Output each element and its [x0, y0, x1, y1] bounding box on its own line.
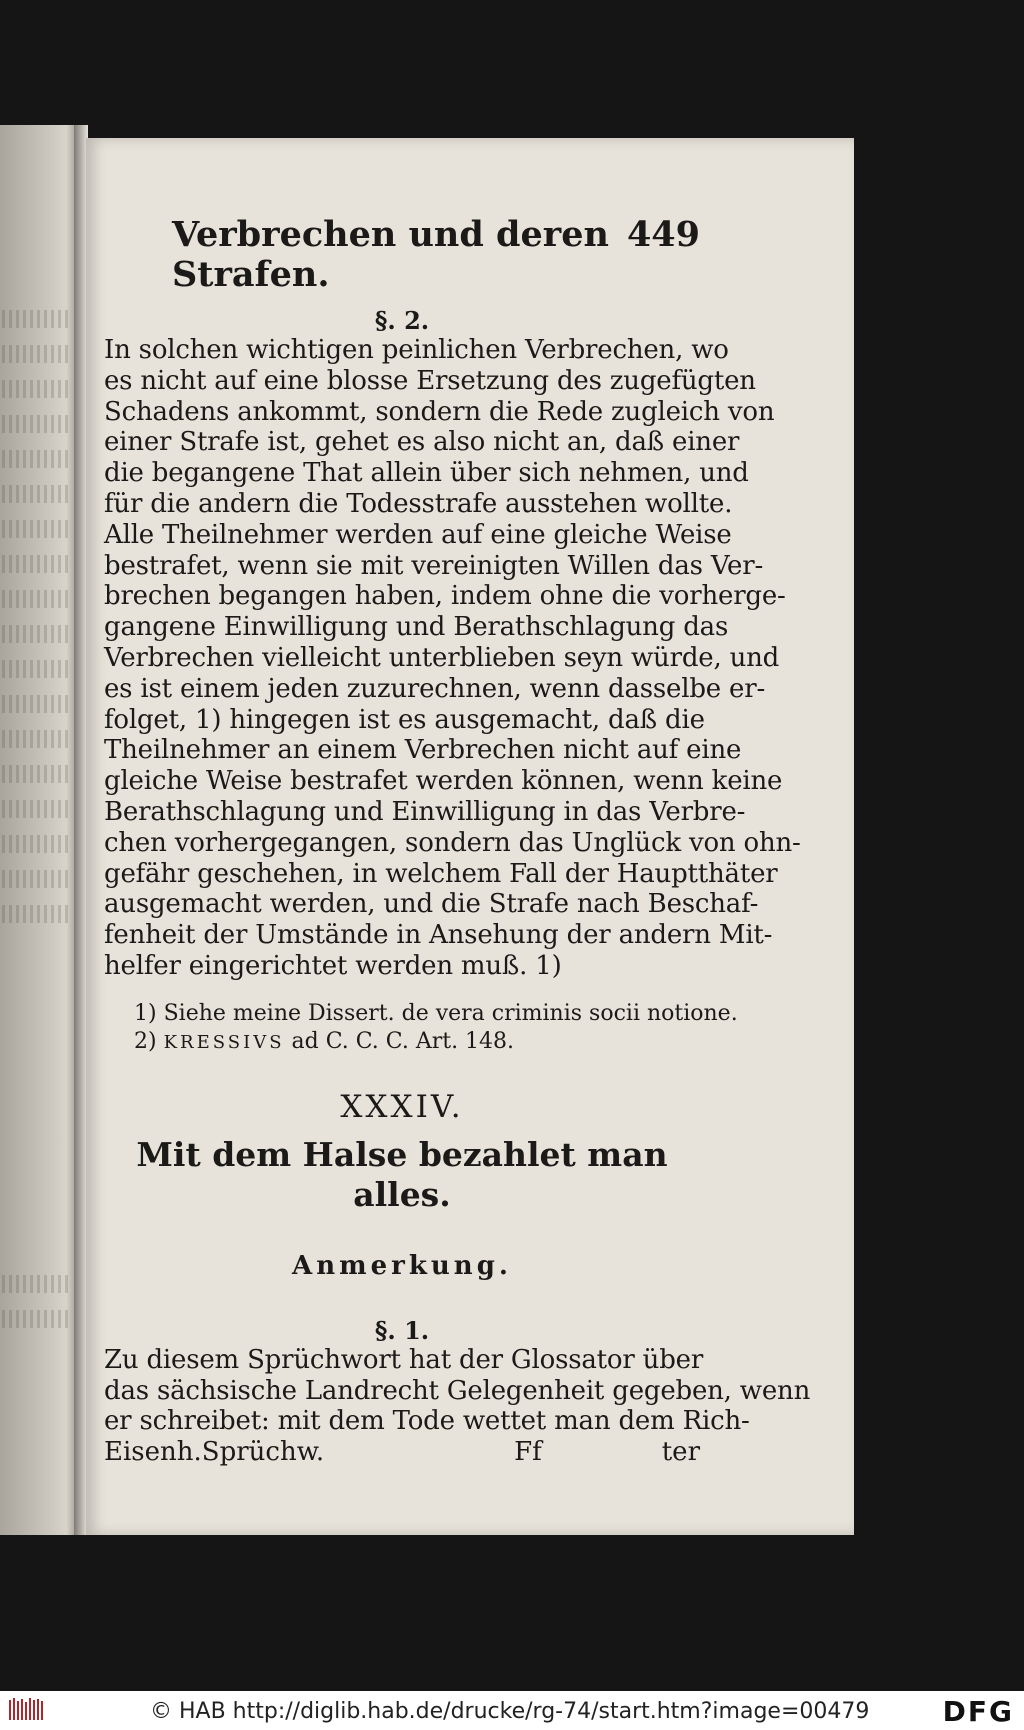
text-line: Schadens ankommt, sondern die Rede zugleich von: [104, 396, 775, 427]
text-line: Berathschlagung und Einwilligung in das Verbre-: [104, 796, 746, 827]
signature-mark: Ff: [514, 1437, 542, 1468]
annotation-heading: Anmerkung.: [292, 1250, 512, 1281]
running-head: [172, 215, 700, 295]
text-line: chen vorhergegangen, sondern das Unglück von ohn-: [104, 827, 801, 858]
ghost-text-line: [2, 835, 68, 853]
main-paragraph: [104, 335, 801, 982]
page-content: [104, 214, 811, 1468]
text-line: es ist einem jeden zuzurechnen, wenn dasselbe er-: [104, 673, 766, 704]
text-line: gleiche Weise bestrafet werden können, wenn keine: [104, 766, 783, 797]
text-line: folget, 1) hingegen ist es ausgemacht, daß die: [104, 704, 705, 735]
ghost-text-line: [2, 730, 68, 748]
text-line: Verbrechen vielleicht unterblieben seyn würde, und: [104, 642, 780, 673]
signature-title: Eisenh.Sprüchw.: [104, 1437, 325, 1468]
second-paragraph: [104, 1344, 811, 1437]
text-line: es nicht auf eine blosse Ersetzung des zugefügten: [104, 365, 756, 396]
footnotes: [134, 1000, 738, 1057]
chapter-title: Mit dem Halse bezahlet man alles.: [136, 1134, 668, 1214]
text-line: brechen begangen haben, indem ohne die vorherge-: [104, 581, 786, 612]
text-line: ausgemacht werden, und die Strafe nach Beschaf-: [104, 889, 759, 920]
text-line: das sächsische Landrecht Gelegenheit gegeben, wenn: [104, 1375, 811, 1406]
text-line: für die andern die Todesstrafe ausstehen wollte.: [104, 488, 733, 519]
text-line: Alle Theilnehmer werden auf eine gleiche Weise: [104, 519, 732, 550]
catchline: [104, 1437, 700, 1467]
ghost-text-line: [2, 905, 68, 923]
ghost-text-line: [2, 520, 68, 538]
text-line: fenheit der Umstände in Ansehung der andern Mit-: [104, 920, 773, 951]
ghost-text-line: [2, 870, 68, 888]
source-credit: © HAB http://diglib.hab.de/drucke/rg-74/start.htm?image=00479: [150, 1699, 870, 1724]
catchword: ter: [661, 1437, 700, 1468]
text-line: Theilnehmer an einem Verbrechen nicht auf eine: [104, 735, 742, 766]
ghost-text-line: [2, 660, 68, 678]
ghost-text-line: [2, 380, 68, 398]
footnote-marker: 1): [134, 1000, 157, 1026]
ghost-text-line: [2, 415, 68, 433]
footnote-marker: 2): [134, 1028, 157, 1054]
dfg-logo: DFG: [942, 1695, 1014, 1728]
text-line: gefähr geschehen, in welchem Fall der Hauptthäter: [104, 858, 778, 889]
footnote-2: [134, 1028, 700, 1057]
footer-bar: [0, 1691, 1024, 1730]
ghost-text-line: [2, 555, 68, 573]
section-heading: §. 2.: [374, 306, 430, 335]
library-logo-icon: [8, 1697, 44, 1727]
ghost-text-line: [2, 345, 68, 363]
ghost-text-line: [2, 450, 68, 468]
section-heading: §. 1.: [374, 1315, 430, 1345]
page-number: 449: [626, 214, 700, 255]
ghost-text-line: [2, 800, 68, 818]
ghost-text-line: [2, 695, 68, 713]
ghost-text-line: [2, 590, 68, 608]
footnote-text: Siehe meine Dissert. de vera criminis socii notione.: [163, 1000, 738, 1026]
text-line: helfer eingerichtet werden muß. 1): [104, 950, 562, 981]
ghost-text-line: [2, 310, 68, 328]
text-line: einer Strafe ist, gehet es also nicht an, daß einer: [104, 427, 740, 458]
text-line: gangene Einwilligung und Berathschlagung das: [104, 612, 729, 643]
footnote-text: ad C. C. C. Art. 148.: [291, 1028, 515, 1054]
ghost-text-line: [2, 485, 68, 503]
ghost-text-line: [2, 765, 68, 783]
ghost-text-line: [2, 1275, 68, 1293]
adjacent-page-edge: [0, 125, 78, 1535]
footnote-author: KRESSIVS: [163, 1031, 285, 1053]
text-line: bestrafet, wenn sie mit vereinigten Willen das Ver-: [104, 550, 764, 581]
ghost-text-line: [2, 1310, 68, 1328]
text-line: In solchen wichtigen peinlichen Verbrechen, wo: [104, 335, 729, 365]
ghost-text-line: [2, 625, 68, 643]
running-head-title: Verbrechen und deren Strafen.: [172, 214, 609, 295]
text-line: Zu diesem Sprüchwort hat der Glossator über: [104, 1344, 704, 1375]
footnote-1: [134, 1000, 738, 1028]
text-line: die begangene That allein über sich nehmen, und: [104, 458, 749, 489]
chapter-number: XXXIV.: [340, 1088, 464, 1125]
text-line: er schreibet: mit dem Tode wettet man dem Rich-: [104, 1406, 750, 1437]
